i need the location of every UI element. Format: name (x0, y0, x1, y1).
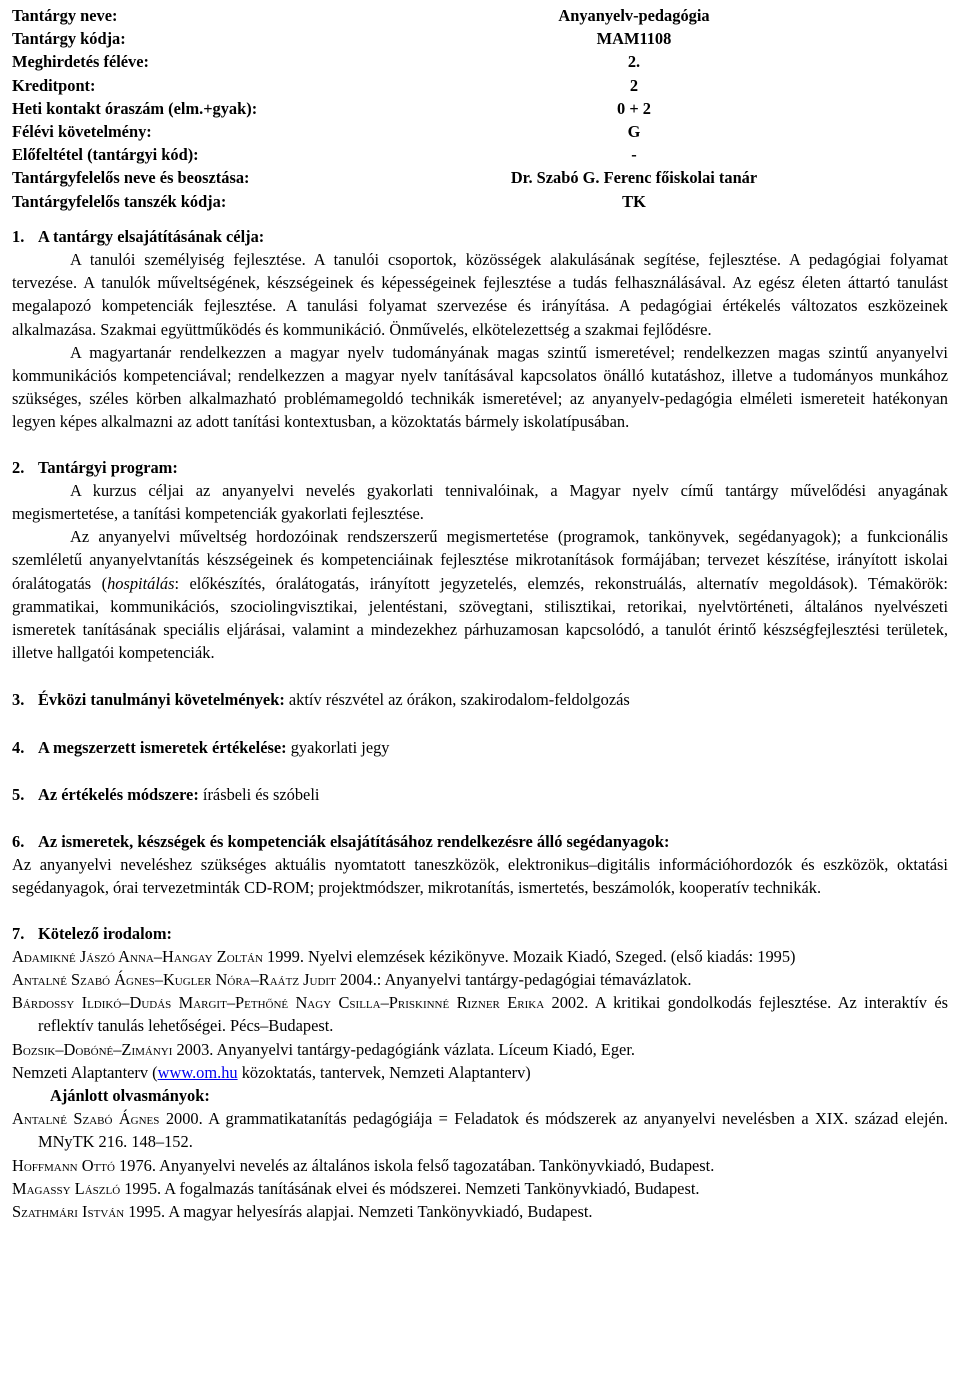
course-info-row (12, 74, 948, 97)
section-text: aktív részvétel az órákon, szakirodalom-feldolgozás (288, 690, 630, 710)
course-info-value: 2 (629, 75, 639, 95)
section-title: A megszerzett ismeretek értékelése: (38, 737, 287, 757)
section-text: írásbeli és szóbeli (202, 784, 320, 804)
reference-item (12, 1061, 948, 1084)
reference-author: Szathmári István (12, 1202, 125, 1221)
course-info-row (12, 143, 948, 166)
document-page (12, 4, 948, 1223)
reference-text: 1999. Nyelvi elemzések kézikönyve. Mozaik Kiadó, Szeged. (első kiadás: 1995) (262, 946, 796, 966)
course-info-label: Tantárgyfelelős neve és beosztása: (12, 168, 250, 188)
reference-author: Bozsik–Dobóné–Zimányi (12, 1039, 173, 1059)
section-6-heading (12, 830, 948, 853)
section-2-heading (12, 456, 948, 479)
course-info-value: G (627, 121, 641, 141)
section-6-paragraph: Az anyanyelvi neveléshez szükséges aktuális nyomtatott taneszközök, elektronikus–digitális információhordozók és eszközök, oktatási segédanyagok, órai tervezetminták CD-ROM; projektmódszer, mikrotanítás, ismertetés, beszámolók, kooperatív technikák. (12, 855, 948, 898)
reference-text: 1995. A fogalmazás tanításának elvei és módszerei. Nemzeti Tankönyvkiadó, Budapest. (120, 1178, 700, 1198)
section-4-heading (12, 736, 948, 759)
reference-text: 2003. Anyanyelvi tantárgy-pedagógiánk vázlata. Líceum Kiadó, Eger. (172, 1039, 635, 1059)
reference-author: Antalné Szabó Ágnes–Kugler Nóra–Raátz Judit (12, 969, 336, 989)
course-info-row (12, 97, 948, 120)
section-number: 3. (12, 690, 25, 710)
course-info-label: Heti kontakt óraszám (elm.+gyak): (12, 98, 258, 118)
course-info-row (12, 4, 948, 27)
reference-text: 1976. Anyanyelvi nevelés az általános iskola felső tagozatában. Tankönyvkiadó, Budapest. (114, 1155, 715, 1175)
reference-item (12, 968, 948, 991)
section-1-heading (12, 225, 948, 248)
section-number: 4. (12, 737, 25, 757)
section-number: 2. (12, 457, 25, 477)
course-info-row (12, 190, 948, 213)
paragraph-text: : előkészítés, óralátogatás, irányított jegyzetelés, elemzés, rekonstruálás, alternatív megoldások). Témakörök: grammatikai, kommunikációs, szociolingvisztikai, jelentéstani, szövegtani, stilisztikai, retorikai, nyelvtörténeti, általános nyelvészeti ismeretek tanításának speciális eljárásai, valamint a mindezekhez párhuzamosan kapcsolódó, a tanulót érintő készségfejlesztési területek, illetve hallgatói kompetenciák. (12, 573, 948, 663)
reference-text: 1995. A magyar helyesírás alapjai. Nemzeti Tankönyvkiadó, Budapest. (124, 1202, 593, 1221)
om-website-link[interactable]: www.om.hu (157, 1062, 238, 1082)
course-info-label: Kreditpont: (12, 75, 96, 95)
reference-item (12, 945, 948, 968)
section-title: Kötelező irodalom: (38, 923, 172, 943)
reference-author: Magassy László (12, 1178, 121, 1198)
course-info-value: Dr. Szabó G. Ferenc főiskolai tanár (510, 168, 758, 188)
reference-text: 2004.: Anyanyelvi tantárgy-pedagógiai témavázlatok. (335, 969, 692, 989)
section-2-paragraph-1: A kurzus céljai az anyanyelvi nevelés gyakorlati tennivalóinak, a Magyar nyelv című tantárgy művelődési anyagának megismertetése, a tanítási kompetenciák gyakorlati fejlesztése. (12, 480, 948, 523)
course-info-label: Félévi követelmény: (12, 121, 152, 141)
course-info-label: Meghirdetés féléve: (12, 52, 149, 72)
section-title: A tantárgy elsajátításának célja: (38, 226, 265, 246)
section-text: gyakorlati jegy (290, 737, 390, 757)
course-info-value: MAM1108 (596, 29, 672, 49)
reference-item (12, 1154, 948, 1177)
section-number: 1. (12, 226, 25, 246)
reference-item (12, 1177, 948, 1200)
recommended-reading-heading: Ajánlott olvasmányok: (50, 1085, 210, 1105)
course-info-row (12, 166, 948, 189)
section-title: Tantárgyi program: (38, 457, 178, 477)
section-2-paragraph-2 (12, 525, 948, 664)
course-info-row (12, 120, 948, 143)
section-1-competence-paragraph: A magyartanár rendelkezzen a magyar nyelv tudományának magas szintű ismeretével; rendelkezzen magas szintű anyanyelvi kommunikációs kompetenciával; rendelkezzen a magyar nyelv tanításával kapcsolatos önálló kutatáshoz, illetve a tudományos munkához szükséges, széles körben alkalmazható problémamegoldó technikák ismeretével; az anyanyelv-pedagógia elméleti ismereteit hatékonyan legyen képes alkalmazni az adott tanítási kontextusban, a közoktatás bármely iskolatípusában. (12, 342, 948, 432)
section-1-goals-paragraph: A tanulói személyiség fejlesztése. A tanulói csoportok, közösségek alakulásának segítése, fejlesztése. A pedagógiai folyamat tervezése. A tanulók műveltségének, készségeinek és képességeinek fejlesztése a tudás felhasználásával. Az egész életen áttartó tanulást megalapozó kompetenciák fejlesztése. A tanulási folyamat szervezése és irányítása. A pedagógiai értékelés változatos eszközeinek alkalmazása. Szakmai együttműködés és kommunikáció. Önművelés, elkötelezettség a szakmai fejlődésre. (12, 249, 948, 339)
paragraph-text: Az anyanyelvi műveltség hordozóinak rendszerszerű megismertetése (programok, tankönyvek, segédanyagok); a funkcionális szemléletű anyanyelvtanítás készségeinek és kompetenciáinak fejlesztése mikrotanítások formájában; tervezet készítése, irányított iskolai óralátogatás ( (12, 527, 948, 593)
course-info-table (12, 4, 948, 213)
course-info-value: - (631, 145, 637, 165)
section-number: 6. (12, 831, 25, 851)
course-info-value: TK (622, 191, 646, 211)
course-info-label: Előfeltétel (tantárgyi kód): (12, 145, 199, 165)
section-number: 5. (12, 784, 25, 804)
course-info-row (12, 27, 948, 50)
reference-item (12, 991, 948, 1037)
reference-item (12, 1038, 948, 1061)
section-5-heading (12, 783, 948, 806)
reference-item (12, 1107, 948, 1153)
course-info-value: 2. (627, 52, 641, 72)
reference-author: Hoffmann Ottó (12, 1155, 115, 1175)
italic-term: hospitálás (107, 573, 175, 593)
section-7-heading (12, 922, 948, 945)
section-number: 7. (12, 923, 25, 943)
reference-author: Antalné Szabó Ágnes (12, 1109, 160, 1129)
course-info-label: Tantárgyfelelős tanszék kódja: (12, 191, 227, 211)
course-info-value: 0 + 2 (617, 98, 651, 118)
reference-text: 2000. A grammatikatanítás pedagógiája = Feladatok és módszerek az anyanyelvi nevelésben a XIX. század elején. MNyTK 216. 148–152. (38, 1109, 949, 1152)
section-3-heading (12, 688, 948, 711)
reference-text: közoktatás, tantervek, Nemzeti Alaptanterv) (237, 1062, 531, 1082)
reference-item (12, 1200, 948, 1223)
section-title: Évközi tanulmányi követelmények: (38, 690, 285, 710)
course-info-label: Tantárgy kódja: (12, 29, 126, 49)
reference-author: Adamikné Jászó Anna–Hangay Zoltán (12, 946, 263, 966)
course-info-row (12, 50, 948, 73)
course-info-label: Tantárgy neve: (12, 6, 118, 25)
reference-text: 2002. A kritikai gondolkodás fejlesztése. Az interaktív és reflektív tanulás lehetőségei. Pécs–Budapest. (38, 993, 948, 1036)
course-info-value: Anyanyelv-pedagógia (558, 6, 710, 25)
reference-author: Bárdossy Ildikó–Dudás Margit–Pethőné Nagy Csilla–Priskinné Rizner Erika (12, 993, 545, 1013)
section-title: Az értékelés módszere: (38, 784, 199, 804)
section-title: Az ismeretek, készségek és kompetenciák elsajátításához rendelkezésre álló segédanyagok: (38, 831, 670, 851)
reference-text: Nemzeti Alaptanterv ( (12, 1062, 158, 1082)
